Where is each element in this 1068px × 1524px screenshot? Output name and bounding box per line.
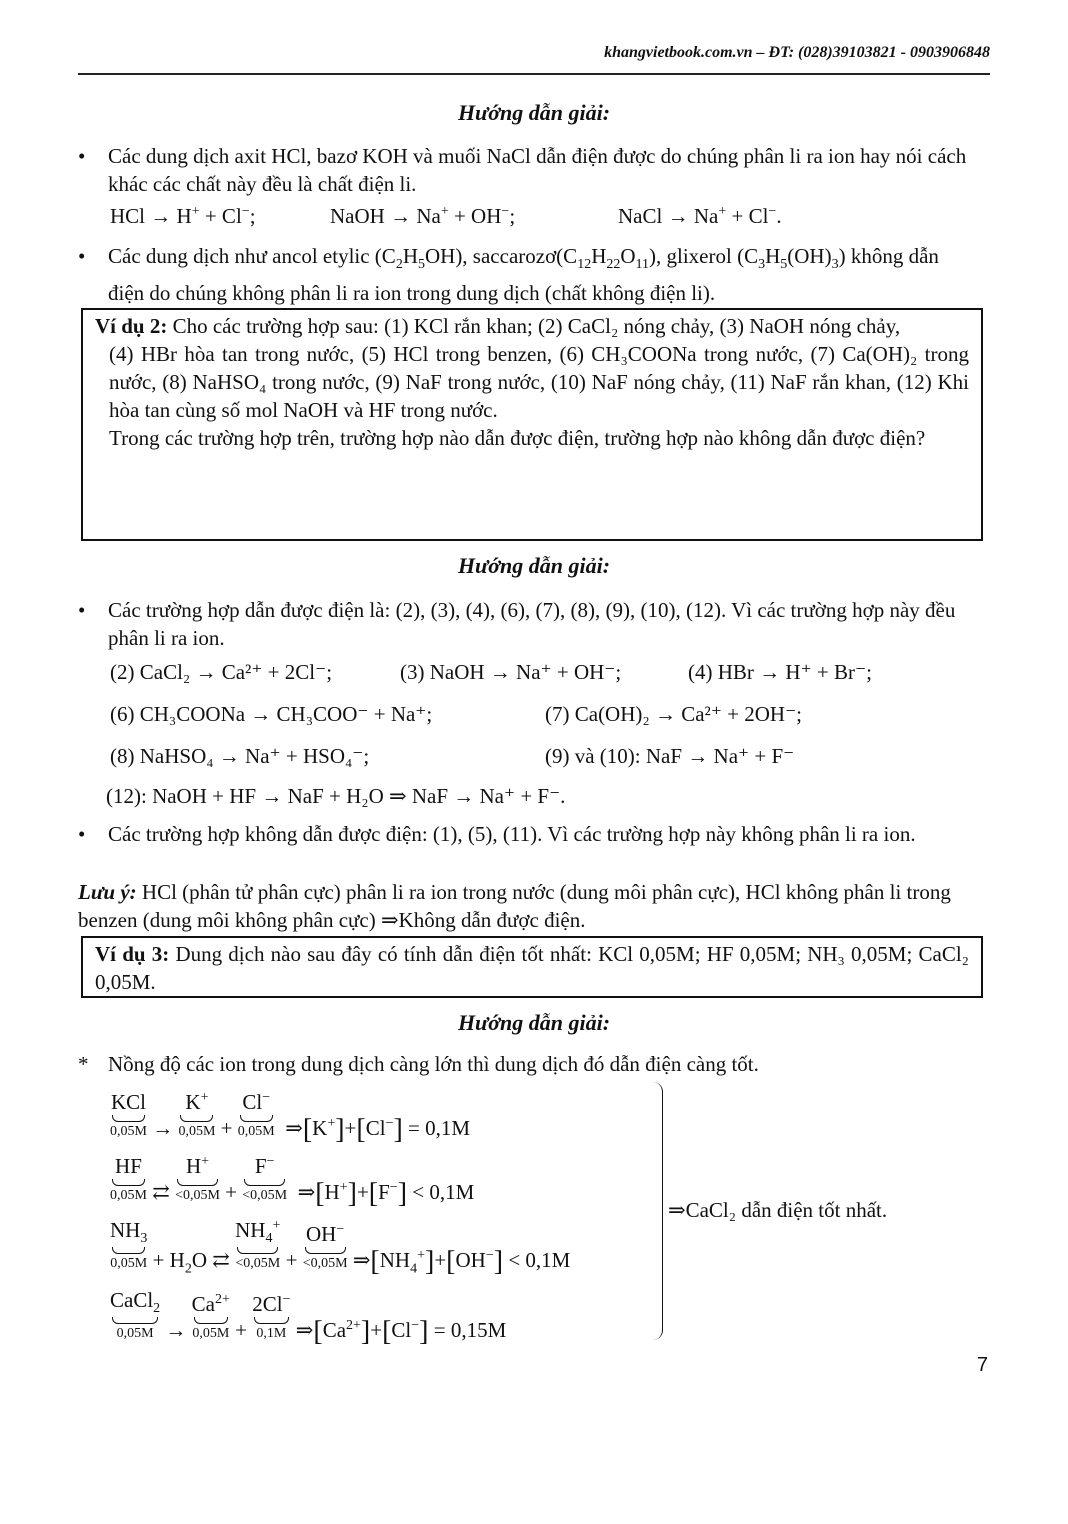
example-2-line1: Cho các trường hợp sau: (1) KCl rắn khan; (2) CaCl₂ nóng chảy, (3) NaOH nóng chảy, — [172, 314, 901, 338]
reaction-4: (4) HBr → H⁺ + Br⁻; — [688, 660, 872, 684]
dissociation-hf: HF 0,05M ⇄ H+ <0,05M + F− <0,05M ⇒[H+]+[F−] < 0,1M — [110, 1154, 475, 1209]
bullet-dot: • — [78, 144, 86, 168]
example-2-line2: (4) HBr hòa tan trong nước, (5) HCl trong benzen, (6) CH₃COONa trong nước, (7) Ca(OH)₂ trong nước, (8) NaHSO₄ trong nước, (9) NaF trong nước, (10) NaF nóng chảy, (11) NaF rắn khan, (12) Khi hòa tan cùng số mol NaOH và HF trong nước. — [109, 342, 969, 422]
bullet-non-electrolytes: • Các dung dịch như ancol etylic $(C_2H_5OH)$, $saccarozơ(C_{12}H_{22}O_{11})$, glixerol $(C_3H_5(OH)_3)$ không dẫn điện do chúng không phân li ra ion trong dung dịch (chất không điện li). — [78, 244, 939, 306]
note-paragraph: Lưu ý: HCl (phân tử phân cực) phân li ra ion trong nước (dung môi phân cực), HCl không phân li trong benzen (dung môi không phân cực) ⇒Không dẫn được điện. — [78, 880, 951, 932]
example-3-label: Ví dụ 3: — [95, 942, 170, 966]
page-header: khangvietbook.com.vn – ĐT: (028)39103821 - 0903906848 — [604, 44, 990, 61]
reaction-7: (7) Ca(OH)₂ → Ca²⁺ + 2OH⁻; — [545, 702, 803, 726]
reaction-3: (3) NaOH → Na⁺ + OH⁻; — [400, 660, 622, 684]
reaction-2: (2) CaCl₂ → Ca²⁺ + 2Cl⁻; — [110, 660, 333, 684]
bullet-electrolytes: • Các dung dịch axit HCl, bazơ KOH và muối NaCl dẫn điện được do chúng phân li ra ion hay nói cách khác các chất này đều là chất điện li. — [78, 144, 967, 196]
solution-heading-2: Hướng dẫn giải: — [457, 553, 611, 578]
example-2-question: Trong các trường hợp trên, trường hợp nào dẫn được điện, trường hợp nào không dẫn được điện? — [109, 426, 926, 450]
example-2-label: Ví dụ 2: — [95, 314, 168, 338]
note-label: Lưu ý: — [78, 880, 137, 904]
equation-naoh: NaOH → Na+ + OH−; — [330, 204, 516, 228]
reaction-9-10: (9) và (10): NaF → Na⁺ + F⁻ — [545, 744, 795, 768]
equation-nacl: NaCl → Na+ + Cl−. — [618, 204, 782, 228]
reaction-6: (6) CH₃COONa → CH₃COO⁻ + Na⁺; — [110, 702, 433, 726]
dissociation-cacl2: CaCl$_2$ 0,05M → $Ca^{2+}$ 0,05M + 2Cl− 0,1M $\Rightarrow[Ca^{2+}]+[Cl^-] = 0,15M$ — [110, 1288, 507, 1348]
solution-heading-3: Hướng dẫn giải: — [457, 1010, 611, 1035]
example-3-box — [81, 936, 983, 998]
page-number: 7 — [976, 1354, 988, 1376]
reaction-8: (8) NaHSO₄ → Na⁺ + HSO₄⁻; — [110, 744, 370, 768]
example-2-box — [81, 308, 983, 541]
dissociation-nh3: $NH_3$ 0,05M + $H_2O$ ⇄ $NH_4^+$ <0,05M + OH− <0,05M $\Rightarrow[NH_4^+]+[OH^-] < 0,1M$ — [110, 1218, 571, 1278]
dissociation-kcl: KCl 0,05M → K+ 0,05M + Cl− 0,05M ⇒[K+]+[Cl−] = 0,1M — [110, 1090, 471, 1145]
right-brace — [648, 1082, 663, 1340]
bullet-conductive-cases: • Các trường hợp dẫn được điện là: (2), (3), (4), (6), (7), (8), (9), (10), (12). Vì các trường hợp này đều phân li ra ion. — [78, 598, 956, 650]
solution-heading-1: Hướng dẫn giải: — [457, 100, 611, 125]
reaction-12: (12): NaOH + HF → NaF + H₂O ⇒ NaF → Na⁺ + F⁻. — [106, 784, 566, 808]
header-divider — [78, 73, 990, 75]
equation-hcl: HCl → H+ + Cl−; — [110, 204, 256, 228]
bullet-nonconductive-cases: • Các trường hợp không dẫn được điện: (1), (5), (11). Vì các trường hợp này không phân li ra ion. — [78, 822, 916, 846]
star-note: * Nồng độ các ion trong dung dịch càng lớn thì dung dịch đó dẫn điện càng tốt. — [78, 1052, 759, 1076]
example-3-text: Dung dịch nào sau đây có tính dẫn điện tốt nhất: KCl 0,05M; HF 0,05M; NH₃ 0,05M; CaCl₂ 0,05M. — [95, 942, 969, 994]
conclusion: ⇒CaCl₂ dẫn điện tốt nhất. — [668, 1198, 888, 1222]
